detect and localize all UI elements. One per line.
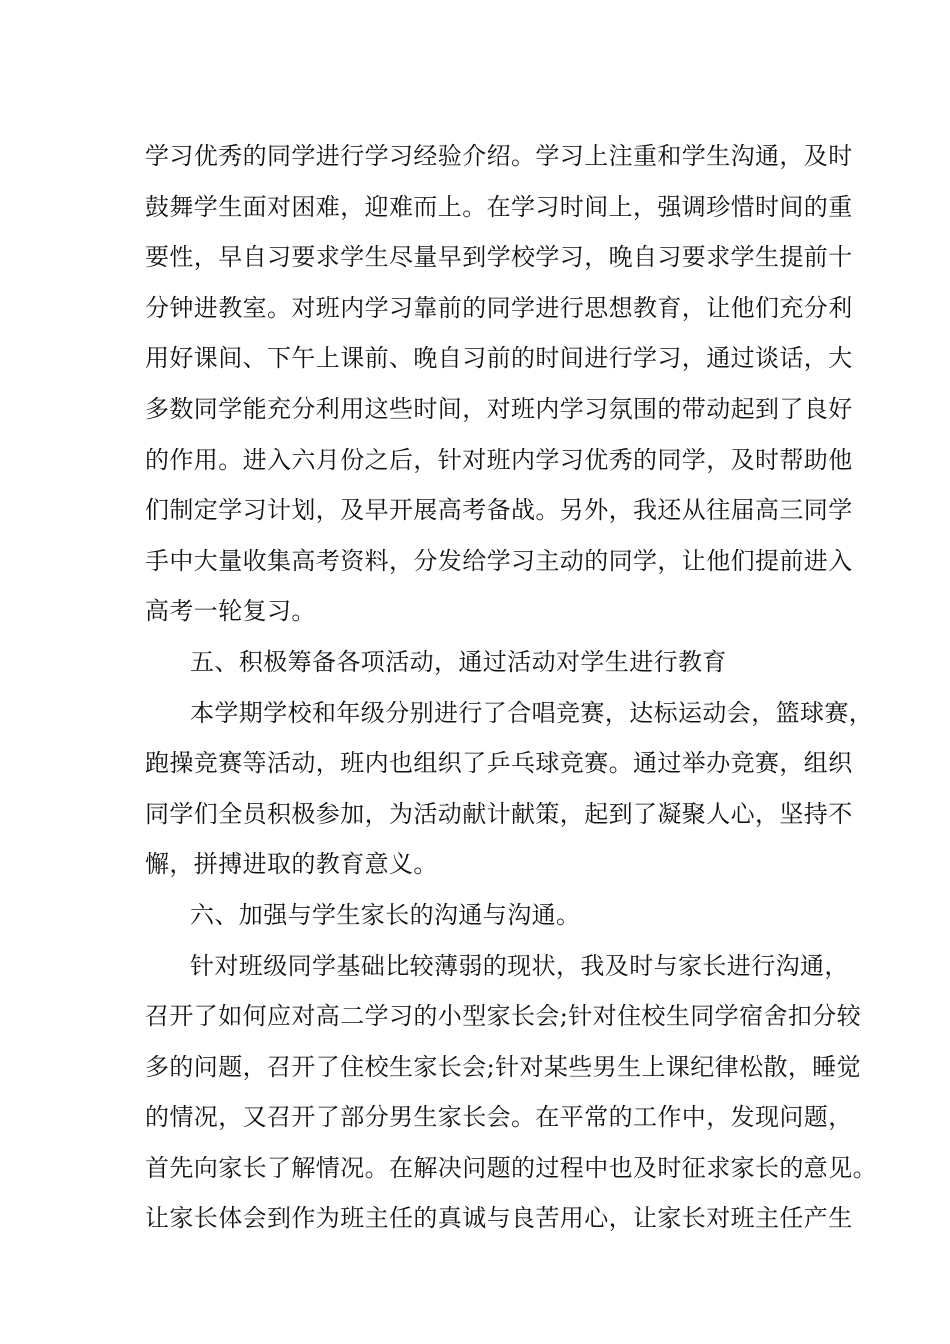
- text-line: 召开了如何应对高二学习的小型家长会;针对住校生同学宿舍扣分较: [145, 1002, 862, 1031]
- text-line: 手中大量收集高考资料，分发给学习主动的同学，让他们提前进入: [145, 546, 853, 575]
- text-line: 分钟进教室。对班内学习靠前的同学进行思想教育，让他们充分利: [145, 293, 853, 322]
- text-line: 要性，早自习要求学生尽量早到学校学习，晚自习要求学生提前十: [145, 243, 853, 272]
- text-line: 让家长体会到作为班主任的真诚与良苦用心，让家长对班主任产生: [145, 1204, 853, 1233]
- text-line: 针对班级同学基础比较薄弱的现状，我及时与家长进行沟通，: [190, 951, 849, 980]
- text-line: 多数同学能充分利用这些时间，对班内学习氛围的带动起到了良好: [145, 394, 853, 423]
- text-line: 用好课间、下午上课前、晚自习前的时间进行学习，通过谈话，大: [145, 344, 853, 373]
- document-body: [145, 131, 877, 1244]
- text-line: 学习优秀的同学进行学习经验介绍。学习上注重和学生沟通，及时: [145, 142, 853, 170]
- text-line: 首先向家长了解情况。在解决问题的过程中也及时征求家长的意见。: [145, 1153, 877, 1182]
- text-line: 们制定学习计划，及早开展高考备战。另外，我还从往届高三同学: [145, 496, 853, 525]
- text-line: 同学们全员积极参加，为活动献计献策，起到了凝聚人心，坚持不: [145, 799, 853, 828]
- text-line: 的作用。进入六月份之后，针对班内学习优秀的同学，及时帮助他: [145, 445, 853, 474]
- text-line: 的情况，又召开了部分男生家长会。在平常的工作中，发现问题，: [145, 1103, 853, 1132]
- text-line: 鼓舞学生面对困难，迎难而上。在学习时间上，强调珍惜时间的重: [145, 192, 853, 221]
- text-line: 懈，拼搏进取的教育意义。: [145, 850, 438, 879]
- text-line: 高考一轮复习。: [145, 597, 316, 626]
- section-heading: 五、积极筹备各项活动，通过活动对学生进行教育: [190, 647, 727, 676]
- section-heading: 六、加强与学生家长的沟通与沟通。: [190, 900, 581, 929]
- text-line: 本学期学校和年级分别进行了合唱竞赛，达标运动会，篮球赛，: [190, 698, 874, 727]
- text-line: 跑操竞赛等活动，班内也组织了乒乓球竞赛。通过举办竞赛，组织: [145, 749, 853, 778]
- text-line: 多的问题，召开了住校生家长会;针对某些男生上课纪律松散，睡觉: [145, 1052, 862, 1081]
